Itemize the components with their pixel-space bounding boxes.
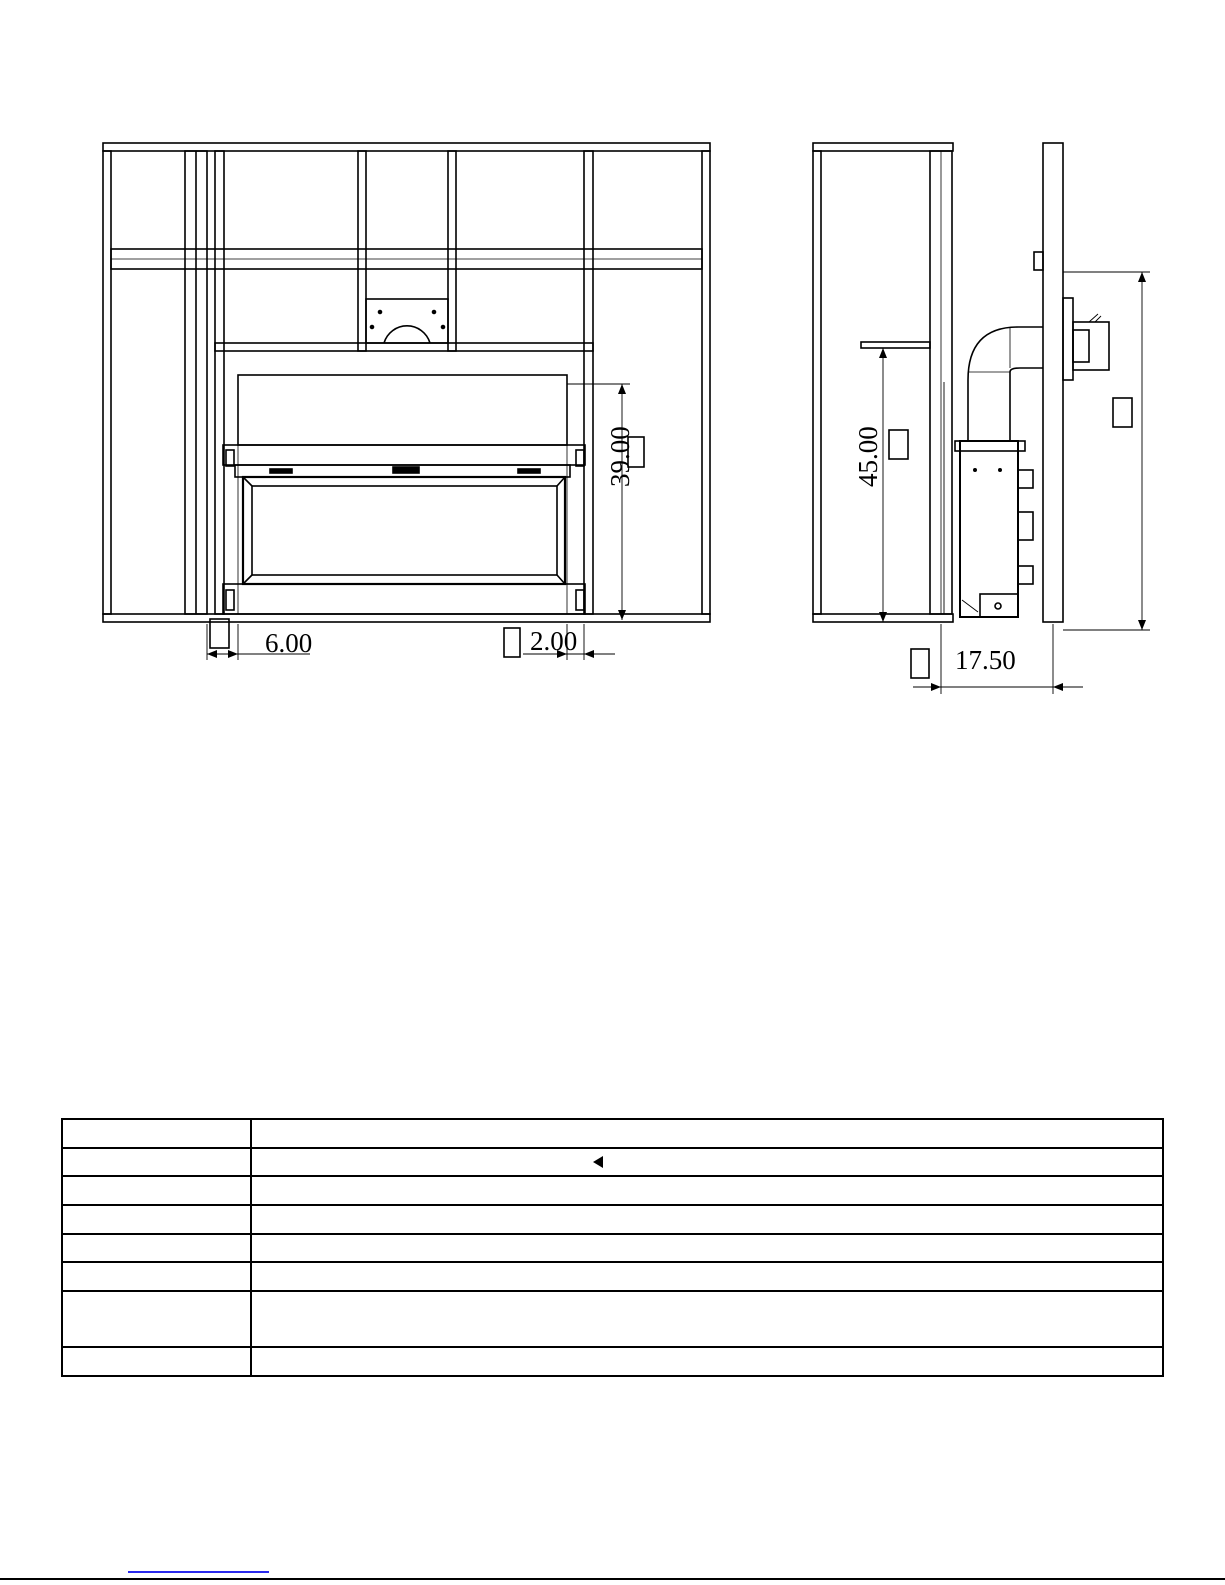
- table-row: [62, 1234, 1163, 1262]
- table-cell-label: [62, 1291, 251, 1347]
- table-row: [62, 1291, 1163, 1347]
- table-cell-label: [62, 1148, 251, 1176]
- dim-6: 6.00: [265, 628, 313, 658]
- table-cell-value: [251, 1291, 1163, 1347]
- dim-45: 45.00: [853, 426, 883, 487]
- left-triangle-icon: [593, 1156, 603, 1168]
- table-cell-value: [251, 1119, 1163, 1148]
- table-row: [62, 1205, 1163, 1234]
- table-row: [62, 1262, 1163, 1291]
- table-cell-value: [251, 1205, 1163, 1234]
- table-cell-value: [251, 1347, 1163, 1376]
- footer-rule: [0, 1578, 1225, 1580]
- table-cell-value: [251, 1262, 1163, 1291]
- table-cell-label: [62, 1234, 251, 1262]
- table-cell-value: [251, 1148, 1163, 1176]
- table-row: [62, 1347, 1163, 1376]
- dim-17-50: 17.50: [955, 645, 1016, 675]
- table-cell-label: [62, 1205, 251, 1234]
- table-cell-label: [62, 1176, 251, 1205]
- table-cell-value: [251, 1176, 1163, 1205]
- side-view: [813, 143, 1150, 694]
- table-cell-label: [62, 1347, 251, 1376]
- framing-drawing: [0, 0, 1225, 720]
- dim-39: 39.00: [605, 426, 635, 487]
- table-row: [62, 1119, 1163, 1148]
- legend-table: [61, 1118, 1164, 1377]
- dim-2: 2.00: [530, 626, 578, 656]
- table-row: [62, 1176, 1163, 1205]
- table-cell-value: [251, 1234, 1163, 1262]
- table-row: [62, 1148, 1163, 1176]
- footer-link-underline[interactable]: [128, 1571, 269, 1573]
- table-cell-label: [62, 1262, 251, 1291]
- front-view: [103, 143, 710, 660]
- table-cell-label: [62, 1119, 251, 1148]
